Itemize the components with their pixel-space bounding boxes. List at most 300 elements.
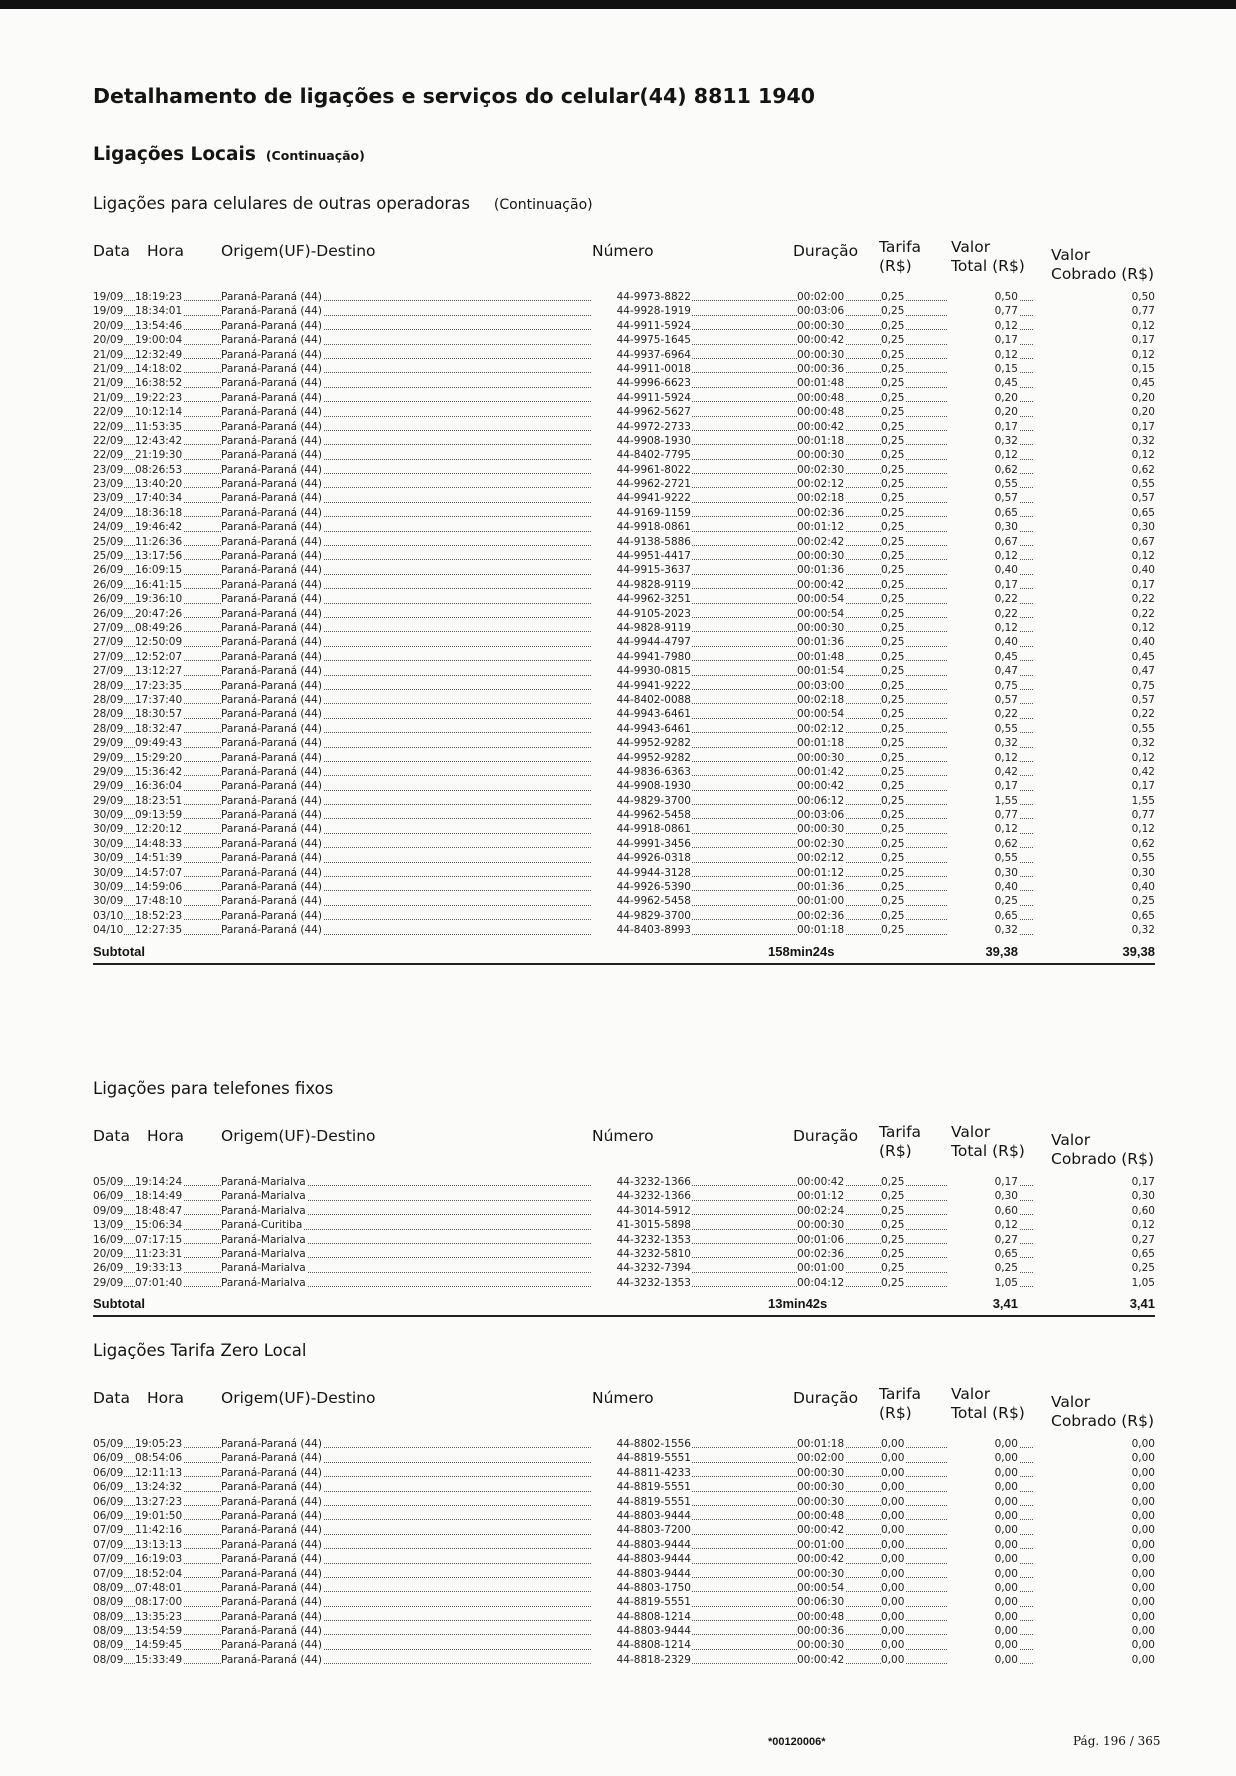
table-row	[93, 1610, 1155, 1624]
cell-numero: 44-9908-1930	[591, 434, 692, 448]
cell-valor-cobrado: 0,40	[1033, 563, 1156, 577]
cell-origem-destino: Paraná-Paraná (44)	[221, 492, 322, 505]
cell-tarifa: 0,00	[881, 1524, 905, 1537]
cell-hora: 16:38:52	[135, 377, 183, 390]
cell-origem-destino: Paraná-Curitiba	[221, 1219, 303, 1232]
cell-valor-cobrado: 0,30	[1033, 866, 1156, 880]
section-title-text: Ligações Locais	[93, 144, 256, 165]
cell-valor-cobrado: 0,57	[1033, 491, 1156, 505]
cell-valor-cobrado: 0,30	[1033, 520, 1156, 534]
cell-data: 23/09	[93, 463, 124, 476]
cell-data: 27/09	[93, 636, 124, 649]
cell-duracao: 00:06:30	[797, 1596, 845, 1609]
col-header-valor-total-line1: Valor	[951, 238, 991, 256]
cell-tarifa: 0,25	[881, 334, 905, 347]
cell-valor-total: 1,05	[948, 1276, 1019, 1290]
cell-numero: 44-8818-2329	[591, 1653, 692, 1667]
cell-tarifa: 0,00	[881, 1481, 905, 1494]
cell-hora: 19:00:04	[135, 334, 183, 347]
cell-duracao: 00:00:30	[797, 751, 845, 764]
subtotal-valor-total: 3,41	[992, 1296, 1018, 1312]
cell-data: 26/09	[93, 564, 124, 577]
table-row	[93, 348, 1155, 362]
cell-data: 08/09	[93, 1610, 124, 1623]
cell-duracao: 00:00:30	[797, 1466, 845, 1479]
cell-data: 26/09	[93, 607, 124, 620]
calls-table-fixos	[93, 1123, 1155, 1314]
cell-valor-total: 0,22	[948, 592, 1019, 606]
cell-hora: 11:26:36	[135, 535, 183, 548]
cell-data: 08/09	[93, 1653, 124, 1666]
cell-valor-total: 0,57	[948, 693, 1019, 707]
cell-origem-destino: Paraná-Paraná (44)	[221, 679, 322, 692]
cell-data: 27/09	[93, 650, 124, 663]
table-row	[93, 779, 1155, 793]
cell-data: 30/09	[93, 823, 124, 836]
cell-valor-cobrado: 0,30	[1033, 1189, 1156, 1203]
cell-duracao: 00:00:54	[797, 593, 845, 606]
table-row	[93, 506, 1155, 520]
group-title-fixos	[93, 1079, 333, 1098]
cell-origem-destino: Paraná-Marialva	[221, 1247, 306, 1260]
cell-hora: 14:59:45	[135, 1639, 183, 1652]
cell-valor-cobrado: 0,00	[1033, 1624, 1156, 1638]
table-row	[93, 1523, 1155, 1537]
cell-data: 09/09	[93, 1204, 124, 1217]
col-header-origem-destino: Origem(UF)-Destino	[221, 1389, 376, 1407]
cell-data: 20/09	[93, 334, 124, 347]
cell-valor-total: 0,25	[948, 894, 1019, 908]
subtotal-label: Subtotal	[93, 1296, 145, 1312]
cell-tarifa: 0,25	[881, 909, 905, 922]
cell-valor-cobrado: 0,00	[1033, 1638, 1156, 1652]
cell-numero: 44-8808-1214	[591, 1638, 692, 1652]
cell-origem-destino: Paraná-Paraná (44)	[221, 449, 322, 462]
cell-numero: 44-8819-5551	[591, 1451, 692, 1465]
cell-data: 29/09	[93, 1276, 124, 1289]
cell-valor-total: 0,00	[948, 1495, 1019, 1509]
cell-duracao: 00:00:42	[797, 780, 845, 793]
cell-valor-cobrado: 0,77	[1033, 808, 1156, 822]
table-row	[93, 1466, 1155, 1480]
cell-data: 03/10	[93, 909, 124, 922]
subtotal-duracao: 13min42s	[768, 1296, 828, 1312]
cell-numero: 44-8819-5551	[591, 1480, 692, 1494]
col-header-valor-cobrado	[1051, 1393, 1154, 1431]
cell-duracao: 00:00:36	[797, 1625, 845, 1638]
cell-numero: 44-9836-6363	[591, 765, 692, 779]
cell-origem-destino: Paraná-Paraná (44)	[221, 881, 322, 894]
cell-data: 06/09	[93, 1190, 124, 1203]
cell-numero: 44-9951-4417	[591, 549, 692, 563]
col-header-tarifa-line1: Tarifa	[879, 1123, 922, 1141]
section-continuation-note: (Continuação)	[265, 148, 365, 163]
cell-hora: 11:53:35	[135, 420, 183, 433]
cell-hora: 18:23:51	[135, 794, 183, 807]
cell-hora: 07:17:15	[135, 1233, 183, 1246]
cell-tarifa: 0,25	[881, 881, 905, 894]
cell-origem-destino: Paraná-Paraná (44)	[221, 780, 322, 793]
cell-valor-cobrado: 0,55	[1033, 477, 1156, 491]
cell-valor-cobrado: 0,17	[1033, 1175, 1156, 1189]
cell-numero: 44-9169-1159	[591, 506, 692, 520]
cell-tarifa: 0,25	[881, 377, 905, 390]
cell-valor-total: 0,75	[948, 679, 1019, 693]
cell-duracao: 00:06:12	[797, 794, 845, 807]
cell-valor-cobrado: 0,40	[1033, 635, 1156, 649]
cell-origem-destino: Paraná-Paraná (44)	[221, 291, 322, 303]
cell-valor-cobrado: 0,00	[1033, 1437, 1156, 1451]
cell-data: 28/09	[93, 722, 124, 735]
cell-valor-cobrado: 0,60	[1033, 1204, 1156, 1218]
cell-data: 22/09	[93, 449, 124, 462]
cell-tarifa: 0,25	[881, 305, 905, 318]
cell-valor-total: 0,17	[948, 420, 1019, 434]
cell-duracao: 00:01:00	[797, 895, 845, 908]
cell-duracao: 00:00:30	[797, 449, 845, 462]
cell-duracao: 00:03:06	[797, 305, 845, 318]
cell-hora: 12:27:35	[135, 924, 183, 937]
cell-origem-destino: Paraná-Paraná (44)	[221, 1553, 322, 1566]
cell-data: 22/09	[93, 434, 124, 447]
cell-hora: 16:36:04	[135, 780, 183, 793]
subtotal-valor-cobrado: 3,41	[1129, 1296, 1155, 1312]
cell-valor-cobrado: 0,17	[1033, 779, 1156, 793]
cell-origem-destino: Paraná-Paraná (44)	[221, 391, 322, 404]
cell-valor-cobrado: 0,45	[1033, 650, 1156, 664]
cell-hora: 17:23:35	[135, 679, 183, 692]
cell-tarifa: 0,25	[881, 492, 905, 505]
cell-valor-cobrado: 0,00	[1033, 1538, 1156, 1552]
cell-origem-destino: Paraná-Paraná (44)	[221, 1466, 322, 1479]
cell-origem-destino: Paraná-Paraná (44)	[221, 1481, 322, 1494]
cell-tarifa: 0,00	[881, 1538, 905, 1551]
col-header-valor-cobrado-line2: Cobrado (R$)	[1051, 1150, 1154, 1168]
cell-data: 30/09	[93, 809, 124, 822]
cell-hora: 07:01:40	[135, 1276, 183, 1289]
cell-hora: 09:49:43	[135, 737, 183, 750]
cell-valor-total: 0,00	[948, 1595, 1019, 1609]
table-row	[93, 434, 1155, 448]
cell-hora: 14:57:07	[135, 866, 183, 879]
cell-hora: 18:48:47	[135, 1204, 183, 1217]
table-row	[93, 1189, 1155, 1203]
cell-data: 30/09	[93, 895, 124, 908]
cell-tarifa: 0,25	[881, 578, 905, 591]
cell-hora: 13:27:23	[135, 1495, 183, 1508]
scan-top-border	[0, 0, 1236, 9]
table-header	[93, 1123, 1155, 1175]
table-row	[93, 1538, 1155, 1552]
subtotal-valor-total: 39,38	[985, 943, 1018, 959]
cell-hora: 16:09:15	[135, 564, 183, 577]
cell-origem-destino: Paraná-Paraná (44)	[221, 564, 322, 577]
cell-valor-total: 0,32	[948, 434, 1019, 448]
cell-tarifa: 0,25	[881, 751, 905, 764]
cell-duracao: 00:00:42	[797, 1524, 845, 1537]
col-header-valor-cobrado-line1: Valor	[1051, 1393, 1091, 1411]
cell-valor-cobrado: 0,22	[1033, 707, 1156, 721]
col-header-tarifa	[879, 238, 921, 276]
cell-numero: 44-8811-4233	[591, 1466, 692, 1480]
cell-origem-destino: Paraná-Paraná (44)	[221, 406, 322, 419]
cell-valor-cobrado: 0,20	[1033, 405, 1156, 419]
cell-hora: 16:19:03	[135, 1553, 183, 1566]
cell-origem-destino: Paraná-Paraná (44)	[221, 621, 322, 634]
cell-valor-total: 0,00	[948, 1437, 1019, 1451]
section-title	[93, 144, 365, 165]
cell-numero: 44-8819-5551	[591, 1495, 692, 1509]
cell-origem-destino: Paraná-Paraná (44)	[221, 823, 322, 836]
cell-numero: 44-8808-1214	[591, 1610, 692, 1624]
col-header-valor-cobrado-line1: Valor	[1051, 246, 1091, 264]
table-row	[93, 1175, 1155, 1189]
page-number: Pág. 196 / 365	[1073, 1734, 1161, 1748]
cell-hora: 08:49:26	[135, 621, 183, 634]
cell-valor-total: 0,17	[948, 333, 1019, 347]
table-row	[93, 420, 1155, 434]
col-header-numero: Número	[592, 242, 654, 260]
cell-data: 20/09	[93, 319, 124, 332]
cell-valor-total: 0,00	[948, 1552, 1019, 1566]
table-row	[93, 463, 1155, 477]
cell-valor-total: 0,12	[948, 822, 1019, 836]
cell-origem-destino: Paraná-Paraná (44)	[221, 578, 322, 591]
cell-valor-cobrado: 0,12	[1033, 448, 1156, 462]
cell-valor-total: 0,47	[948, 664, 1019, 678]
cell-valor-total: 0,00	[948, 1610, 1019, 1624]
table-row	[93, 751, 1155, 765]
cell-hora: 11:42:16	[135, 1524, 183, 1537]
col-header-duracao: Duração	[793, 242, 859, 260]
cell-tarifa: 0,25	[881, 319, 905, 332]
cell-duracao: 00:00:30	[797, 621, 845, 634]
cell-duracao: 00:01:18	[797, 1438, 845, 1450]
subtotal-duracao: 158min24s	[768, 943, 835, 959]
cell-hora: 17:37:40	[135, 693, 183, 706]
cell-data: 27/09	[93, 621, 124, 634]
cell-valor-total: 0,17	[948, 578, 1019, 592]
cell-duracao: 00:02:36	[797, 909, 845, 922]
page-title: Detalhamento de ligações e serviços do celular(44) 8811 1940	[93, 84, 816, 108]
cell-valor-total: 0,60	[948, 1204, 1019, 1218]
cell-valor-cobrado: 0,32	[1033, 923, 1156, 937]
cell-origem-destino: Paraná-Paraná (44)	[221, 809, 322, 822]
cell-data: 24/09	[93, 521, 124, 534]
cell-hora: 12:20:12	[135, 823, 183, 836]
cell-duracao: 00:02:24	[797, 1204, 845, 1217]
cell-duracao: 00:00:42	[797, 420, 845, 433]
cell-valor-total: 0,22	[948, 707, 1019, 721]
cell-hora: 14:18:02	[135, 362, 183, 375]
cell-valor-cobrado: 0,65	[1033, 909, 1156, 923]
cell-numero: 44-3232-1366	[591, 1189, 692, 1203]
cell-tarifa: 0,25	[881, 449, 905, 462]
col-header-numero: Número	[592, 1389, 654, 1407]
table-row	[93, 578, 1155, 592]
cell-data: 21/09	[93, 377, 124, 390]
table-row	[93, 376, 1155, 390]
cell-hora: 19:33:13	[135, 1262, 183, 1275]
cell-tarifa: 0,00	[881, 1509, 905, 1522]
cell-valor-cobrado: 0,25	[1033, 894, 1156, 908]
cell-numero: 44-9975-1645	[591, 333, 692, 347]
cell-numero: 44-9962-5627	[591, 405, 692, 419]
cell-hora: 15:36:42	[135, 765, 183, 778]
cell-origem-destino: Paraná-Paraná (44)	[221, 1596, 322, 1609]
cell-origem-destino: Paraná-Paraná (44)	[221, 751, 322, 764]
cell-valor-total: 0,12	[948, 751, 1019, 765]
table-row	[93, 650, 1155, 664]
col-header-valor-cobrado-line2: Cobrado (R$)	[1051, 1412, 1154, 1430]
table-row	[93, 477, 1155, 491]
table-row	[93, 563, 1155, 577]
cell-hora: 08:17:00	[135, 1596, 183, 1609]
col-header-valor-total-line2: Total (R$)	[951, 257, 1025, 275]
table-row	[93, 679, 1155, 693]
cell-numero: 44-9928-1919	[591, 304, 692, 318]
cell-data: 19/09	[93, 291, 124, 303]
cell-numero: 44-9138-5886	[591, 535, 692, 549]
cell-origem-destino: Paraná-Paraná (44)	[221, 420, 322, 433]
cell-data: 06/09	[93, 1495, 124, 1508]
cell-valor-cobrado: 0,17	[1033, 578, 1156, 592]
table-row	[93, 1567, 1155, 1581]
cell-data: 06/09	[93, 1509, 124, 1522]
cell-numero: 44-9926-5390	[591, 880, 692, 894]
cell-data: 30/09	[93, 837, 124, 850]
col-header-data: Data	[93, 242, 131, 260]
cell-valor-cobrado: 0,50	[1033, 290, 1156, 304]
cell-tarifa: 0,25	[881, 506, 905, 519]
cell-origem-destino: Paraná-Paraná (44)	[221, 837, 322, 850]
cell-duracao: 00:00:30	[797, 1495, 845, 1508]
cell-hora: 19:22:23	[135, 391, 183, 404]
cell-valor-total: 0,00	[948, 1638, 1019, 1652]
cell-hora: 08:54:06	[135, 1452, 183, 1465]
subtotal-row	[93, 1292, 1155, 1314]
cell-valor-cobrado: 0,65	[1033, 1247, 1156, 1261]
cell-duracao: 00:02:30	[797, 837, 845, 850]
col-header-valor-total	[951, 1123, 1025, 1161]
col-header-hora: Hora	[147, 1389, 185, 1407]
cell-duracao: 00:00:30	[797, 1567, 845, 1580]
cell-origem-destino: Paraná-Paraná (44)	[221, 1438, 322, 1450]
cell-origem-destino: Paraná-Paraná (44)	[221, 1567, 322, 1580]
cell-valor-cobrado: 0,77	[1033, 304, 1156, 318]
table-row	[93, 866, 1155, 880]
cell-valor-cobrado: 0,12	[1033, 1218, 1156, 1232]
cell-valor-cobrado: 0,15	[1033, 362, 1156, 376]
cell-valor-cobrado: 0,62	[1033, 463, 1156, 477]
col-header-valor-total-line2: Total (R$)	[951, 1142, 1025, 1160]
cell-duracao: 00:01:06	[797, 1233, 845, 1246]
cell-data: 27/09	[93, 665, 124, 678]
cell-numero: 44-9962-2721	[591, 477, 692, 491]
cell-hora: 18:52:04	[135, 1567, 183, 1580]
cell-origem-destino: Paraná-Paraná (44)	[221, 794, 322, 807]
cell-numero: 44-9915-3637	[591, 563, 692, 577]
cell-numero: 44-9918-0861	[591, 822, 692, 836]
cell-origem-destino: Paraná-Marialva	[221, 1262, 306, 1275]
cell-tarifa: 0,25	[881, 621, 905, 634]
cell-tarifa: 0,25	[881, 291, 905, 303]
cell-origem-destino: Paraná-Marialva	[221, 1276, 306, 1289]
cell-valor-total: 0,00	[948, 1653, 1019, 1667]
table-row	[93, 1495, 1155, 1509]
cell-hora: 13:24:32	[135, 1481, 183, 1494]
cell-valor-total: 0,45	[948, 650, 1019, 664]
cell-data: 29/09	[93, 794, 124, 807]
cell-numero: 44-9944-4797	[591, 635, 692, 649]
cell-numero: 44-8803-9444	[591, 1538, 692, 1552]
table-row	[93, 923, 1155, 937]
cell-numero: 44-9943-6461	[591, 722, 692, 736]
cell-origem-destino: Paraná-Paraná (44)	[221, 650, 322, 663]
cell-valor-total: 0,12	[948, 621, 1019, 635]
cell-valor-cobrado: 0,40	[1033, 880, 1156, 894]
table-row	[93, 391, 1155, 405]
table-row	[93, 1509, 1155, 1523]
cell-hora: 13:17:56	[135, 550, 183, 563]
cell-duracao: 00:01:18	[797, 737, 845, 750]
cell-origem-destino: Paraná-Paraná (44)	[221, 463, 322, 476]
cell-tarifa: 0,00	[881, 1581, 905, 1594]
cell-data: 25/09	[93, 535, 124, 548]
cell-valor-cobrado: 0,00	[1033, 1480, 1156, 1494]
cell-origem-destino: Paraná-Paraná (44)	[221, 924, 322, 937]
cell-valor-total: 0,77	[948, 808, 1019, 822]
cell-data: 23/09	[93, 492, 124, 505]
cell-numero: 44-9911-5924	[591, 391, 692, 405]
cell-valor-cobrado: 0,45	[1033, 376, 1156, 390]
table-row	[93, 837, 1155, 851]
table-row	[93, 880, 1155, 894]
cell-valor-cobrado: 0,65	[1033, 506, 1156, 520]
cell-data: 06/09	[93, 1481, 124, 1494]
cell-origem-destino: Paraná-Marialva	[221, 1204, 306, 1217]
cell-tarifa: 0,25	[881, 650, 905, 663]
cell-hora: 18:34:01	[135, 305, 183, 318]
cell-hora: 18:14:49	[135, 1190, 183, 1203]
cell-numero: 44-9911-0018	[591, 362, 692, 376]
cell-numero: 44-9941-9222	[591, 491, 692, 505]
cell-duracao: 00:00:42	[797, 1653, 845, 1666]
cell-duracao: 00:00:48	[797, 1610, 845, 1623]
cell-valor-total: 0,20	[948, 391, 1019, 405]
table-row	[93, 1451, 1155, 1465]
table-row	[93, 1218, 1155, 1232]
cell-numero: 44-9944-3128	[591, 866, 692, 880]
cell-data: 25/09	[93, 550, 124, 563]
cell-data: 29/09	[93, 751, 124, 764]
cell-tarifa: 0,25	[881, 478, 905, 491]
subtotal-label: Subtotal	[93, 943, 145, 959]
cell-valor-total: 0,00	[948, 1567, 1019, 1581]
cell-tarifa: 0,25	[881, 895, 905, 908]
cell-duracao: 00:02:12	[797, 852, 845, 865]
cell-hora: 15:29:20	[135, 751, 183, 764]
calls-table-celulares	[93, 238, 1155, 962]
cell-origem-destino: Paraná-Paraná (44)	[221, 737, 322, 750]
cell-tarifa: 0,25	[881, 665, 905, 678]
cell-hora: 09:13:59	[135, 809, 183, 822]
cell-valor-total: 0,12	[948, 319, 1019, 333]
col-header-origem-destino: Origem(UF)-Destino	[221, 242, 376, 260]
cell-valor-total: 0,30	[948, 866, 1019, 880]
table-row	[93, 491, 1155, 505]
table-body	[93, 1437, 1155, 1667]
